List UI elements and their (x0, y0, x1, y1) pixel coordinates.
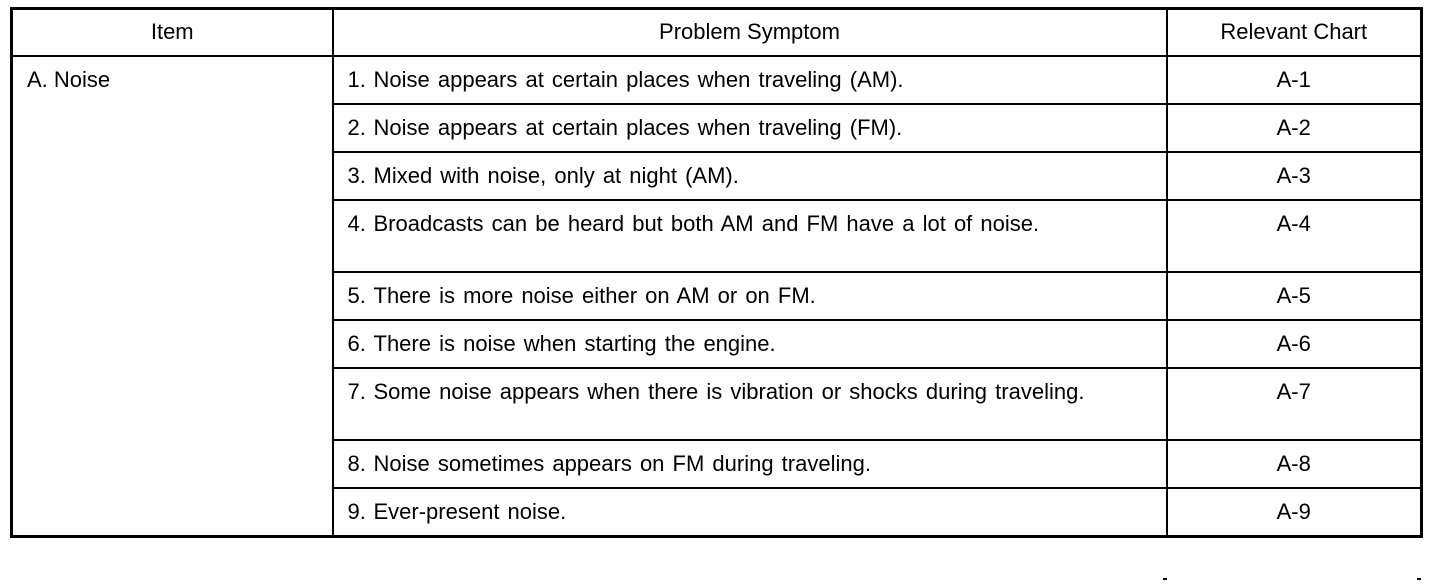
relevant-chart-cell: A-4 (1167, 200, 1422, 272)
symptom-number: 5. (347, 282, 366, 308)
symptom-cell (333, 152, 1167, 200)
relevant-chart-cell: A-2 (1167, 104, 1422, 152)
symptom-number: 1. (347, 66, 366, 92)
symptom-cell (333, 320, 1167, 368)
relevant-chart-cell: A-8 (1167, 440, 1422, 488)
symptom-text: There is more noise either on AM or on FM. (373, 282, 816, 308)
symptom-number: 3. (347, 162, 366, 188)
symptom-cell (333, 488, 1167, 537)
symptom-number: 2. (347, 114, 366, 140)
symptom-number: 6. (347, 330, 366, 356)
problem-symptom-table (10, 7, 1423, 538)
header-relevant-chart: Relevant Chart (1167, 9, 1422, 56)
symptom-cell (333, 200, 1167, 272)
relevant-chart-cell: A-5 (1167, 272, 1422, 320)
scan-artifact-mark (1163, 578, 1167, 580)
symptom-text: Noise appears at certain places when traveling (AM). (373, 66, 904, 92)
relevant-chart-cell: A-6 (1167, 320, 1422, 368)
relevant-chart-cell: A-1 (1167, 56, 1422, 104)
item-cell-noise: A. Noise (12, 56, 333, 537)
symptom-text: There is noise when starting the engine. (373, 330, 776, 356)
symptom-text: Broadcasts can be heard but both AM and FM have a lot of noise. (373, 210, 1040, 236)
symptom-cell (333, 272, 1167, 320)
symptom-text: Mixed with noise, only at night (AM). (373, 162, 739, 188)
symptom-text: Ever-present noise. (373, 498, 567, 524)
symptom-number: 8. (347, 450, 366, 476)
scan-artifact-mark (1417, 578, 1421, 580)
header-item: Item (12, 9, 333, 56)
symptom-number: 4. (347, 210, 366, 236)
header-row (12, 9, 1422, 56)
symptom-text: Noise sometimes appears on FM during traveling. (373, 450, 871, 476)
symptom-cell (333, 104, 1167, 152)
symptom-cell (333, 440, 1167, 488)
symptom-text: Some noise appears when there is vibration or shocks during traveling. (373, 378, 1085, 404)
symptom-cell (333, 56, 1167, 104)
symptom-text: Noise appears at certain places when traveling (FM). (373, 114, 903, 140)
symptom-number: 9. (347, 498, 366, 524)
symptom-cell (333, 368, 1167, 440)
relevant-chart-cell: A-7 (1167, 368, 1422, 440)
symptom-number: 7. (347, 378, 366, 404)
header-problem-symptom: Problem Symptom (333, 9, 1167, 56)
table-row (12, 56, 1422, 104)
relevant-chart-cell: A-3 (1167, 152, 1422, 200)
relevant-chart-cell: A-9 (1167, 488, 1422, 537)
